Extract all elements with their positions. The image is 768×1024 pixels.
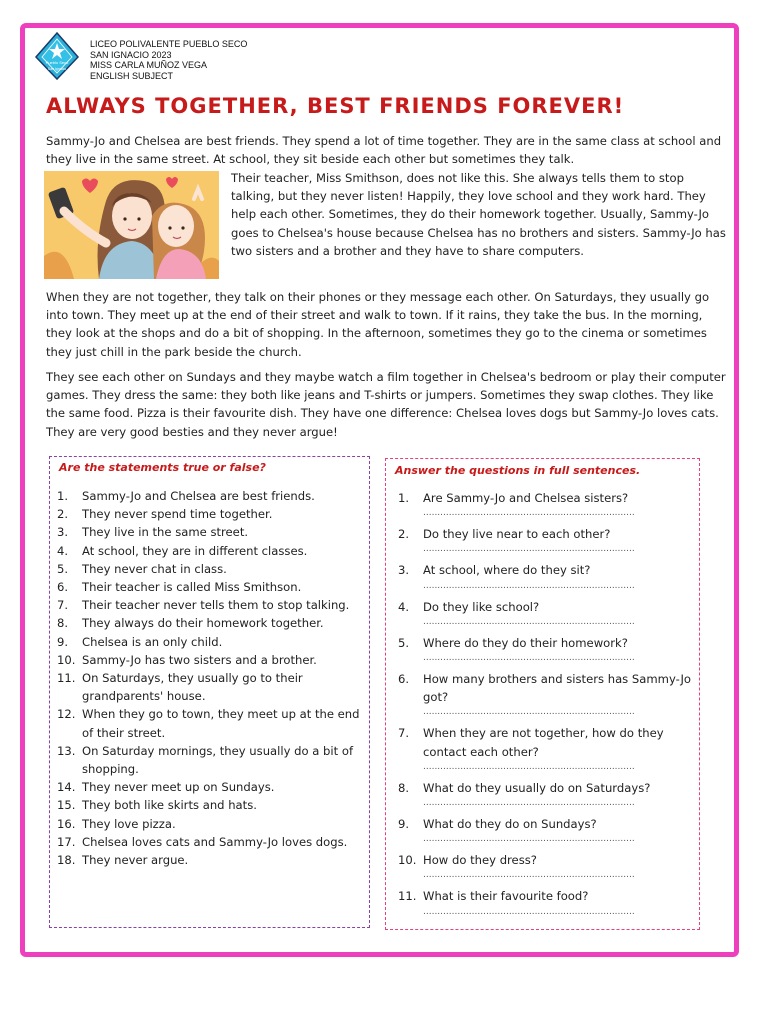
statement-item — [57, 669, 365, 705]
reading-paragraph-1-continued: Their teacher, Miss Smithson, does not like this. She always tells them to stop talking, but they never listen! Happily, they love school and they work hard. They help each other. Sometimes, they do their homework together. Usually, Sammy-Jo goes to Chelsea's house because Chelsea has no brothers and sisters. Sammy-Jo has two sisters and a brother and they have to share computers. — [231, 171, 726, 258]
question-number: 3. — [398, 563, 410, 578]
question-text: Where do they do their homework? — [423, 635, 628, 650]
question-item — [398, 525, 694, 555]
statement-text: They love pizza. — [82, 816, 176, 831]
answer-line[interactable]: .......................................................................... — [423, 870, 635, 881]
statement-item — [57, 560, 365, 578]
statement-number: 7. — [57, 598, 69, 613]
question-number: 10. — [398, 853, 417, 868]
question-text: Do they live near to each other? — [423, 527, 611, 542]
question-number: 4. — [398, 599, 410, 614]
statement-text: They never meet up on Sundays. — [82, 780, 275, 795]
answer-line[interactable]: .......................................................................... — [423, 834, 635, 845]
question-text: What do they do on Sundays? — [423, 817, 597, 832]
statement-item — [57, 796, 365, 814]
statement-number: 8. — [57, 616, 69, 631]
statement-item — [57, 596, 365, 614]
question-number: 2. — [398, 527, 410, 542]
statement-number: 10. — [57, 652, 76, 667]
statement-text: On Saturdays, they usually go to their grandparents' house. — [82, 671, 303, 704]
question-item — [398, 598, 694, 628]
statement-number: 14. — [57, 780, 76, 795]
statement-text: They never chat in class. — [82, 561, 227, 576]
school-logo — [34, 31, 80, 81]
statement-text: Their teacher never tells them to stop talking. — [82, 598, 350, 613]
statement-item — [57, 651, 365, 669]
statement-number: 11. — [57, 671, 76, 686]
statement-item — [57, 833, 365, 851]
answer-line[interactable]: .......................................................................... — [423, 508, 635, 519]
question-item — [398, 489, 694, 519]
statement-number: 5. — [57, 561, 69, 576]
friends-selfie-illustration — [44, 171, 219, 279]
teacher-name: MISS CARLA MUÑOZ VEGA — [90, 60, 208, 70]
statement-number: 15. — [57, 798, 76, 813]
question-item — [398, 561, 694, 591]
question-item — [398, 634, 694, 664]
answer-line[interactable]: .......................................................................... — [423, 580, 635, 591]
question-number: 6. — [398, 672, 410, 687]
question-text: At school, where do they sit? — [423, 563, 591, 578]
statement-item — [57, 523, 365, 541]
statement-text: Sammy-Jo and Chelsea are best friends. — [82, 489, 315, 503]
statement-text: Their teacher is called Miss Smithson. — [82, 580, 302, 595]
questions-box — [385, 458, 700, 930]
statement-number: 18. — [57, 853, 76, 868]
question-number: 8. — [398, 780, 410, 795]
statement-number: 13. — [57, 743, 76, 758]
school-name: LICEO POLIVALENTE PUEBLO SECO — [90, 39, 248, 49]
question-number: 11. — [398, 889, 417, 904]
reading-paragraph-3: They see each other on Sundays and they maybe watch a film together in Chelsea's bedroom or play their computer games. They dress the same: they both like jeans and T-shirts or jumpers. Sometimes they swap clothes. They like the same food. Pizza is their favourite dish. They have one difference: Chelsea loves dogs but Sammy-Jo loves cats. They are very good besties and they never argue! — [46, 370, 726, 439]
reading-paragraph-2: When they are not together, they talk on their phones or they message each other. On Saturdays, they usually go into town. They meet up at the end of their street and walk to town. If it rains, they take the bus. In the morning, they look at the shops and do a bit of shopping. In the afternoon, sometimes they go to the cinema or sometimes they just chill in the park beside the church. — [46, 290, 710, 359]
question-text: Are Sammy-Jo and Chelsea sisters? — [423, 491, 629, 505]
answer-line[interactable]: .......................................................................... — [423, 798, 635, 809]
question-text: How do they dress? — [423, 853, 537, 868]
question-text: How many brothers and sisters has Sammy-Jo got? — [423, 672, 691, 705]
logo-text-2: San Ignacio — [47, 67, 67, 71]
question-item — [398, 779, 694, 809]
question-item — [398, 887, 694, 917]
question-item — [398, 670, 694, 718]
statement-text: Sammy-Jo has two sisters and a brother. — [82, 652, 317, 667]
question-item — [398, 851, 694, 881]
question-text: What is their favourite food? — [423, 889, 589, 904]
statement-item — [57, 742, 365, 778]
subject-name: ENGLISH SUBJECT — [90, 70, 174, 81]
statement-item — [57, 542, 365, 560]
statement-text: When they go to town, they meet up at the end of their street. — [82, 707, 360, 740]
true-false-list — [57, 487, 365, 869]
statement-text: They never argue. — [82, 853, 189, 868]
statement-item — [57, 487, 365, 505]
answer-line[interactable]: .......................................................................... — [423, 707, 635, 718]
reading-paragraph-1: Sammy-Jo and Chelsea are best friends. They spend a lot of time together. They are in the same class at school and they live in the same street. At school, they sit beside each other but sometimes they talk. — [46, 134, 722, 167]
question-text: When they are not together, how do they contact each other? — [423, 726, 664, 759]
statement-number: 17. — [57, 834, 76, 849]
school-location: SAN IGNACIO 2023 — [90, 49, 172, 60]
statement-item — [57, 705, 365, 741]
question-number: 7. — [398, 726, 410, 741]
answer-line[interactable]: .......................................................................... — [423, 653, 635, 664]
statement-text: They always do their homework together. — [82, 616, 324, 631]
statement-number: 9. — [57, 634, 69, 649]
questions-heading: Answer the questions in full sentences. — [395, 464, 641, 477]
statement-number: 2. — [57, 507, 69, 522]
question-number: 9. — [398, 817, 410, 832]
statement-text: Chelsea loves cats and Sammy-Jo loves dogs. — [82, 834, 348, 849]
statement-text: They both like skirts and hats. — [82, 798, 257, 813]
statement-text: On Saturday mornings, they usually do a bit of shopping. — [82, 743, 354, 777]
question-text: What do they usually do on Saturdays? — [423, 780, 651, 795]
questions-list — [398, 489, 694, 924]
school-info — [90, 39, 247, 81]
answer-line[interactable]: .......................................................................... — [423, 761, 635, 772]
statement-text: Chelsea is an only child. — [82, 634, 223, 649]
page-title: ALWAYS TOGETHER, BEST FRIENDS FOREVER! — [46, 94, 625, 118]
statement-item — [57, 778, 365, 796]
statement-number: 3. — [57, 525, 69, 540]
logo-text-1: Pueblo Seco — [45, 60, 69, 65]
statement-item — [57, 505, 365, 523]
question-item — [398, 724, 694, 772]
statement-item — [57, 614, 365, 632]
statement-text: At school, they are in different classes. — [82, 543, 308, 558]
statement-item — [57, 578, 365, 596]
answer-line[interactable]: .......................................................................... — [423, 616, 635, 627]
statement-number: 16. — [57, 816, 76, 831]
answer-line[interactable]: .......................................................................... — [423, 906, 635, 917]
question-number: 5. — [398, 635, 410, 650]
true-false-heading: Are the statements true or false? — [59, 461, 266, 474]
statement-number: 1. — [57, 489, 69, 503]
question-item — [398, 815, 694, 845]
question-text: Do they like school? — [423, 599, 540, 614]
statement-text: They live in the same street. — [82, 525, 249, 540]
true-false-box — [49, 456, 370, 928]
statement-number: 4. — [57, 543, 69, 558]
statement-item — [57, 815, 365, 833]
statement-number: 12. — [57, 707, 76, 722]
statement-number: 6. — [57, 580, 69, 595]
question-number: 1. — [398, 491, 410, 505]
statement-item — [57, 851, 365, 869]
statement-text: They never spend time together. — [82, 507, 273, 522]
answer-line[interactable]: .......................................................................... — [423, 544, 635, 555]
statement-item — [57, 633, 365, 651]
